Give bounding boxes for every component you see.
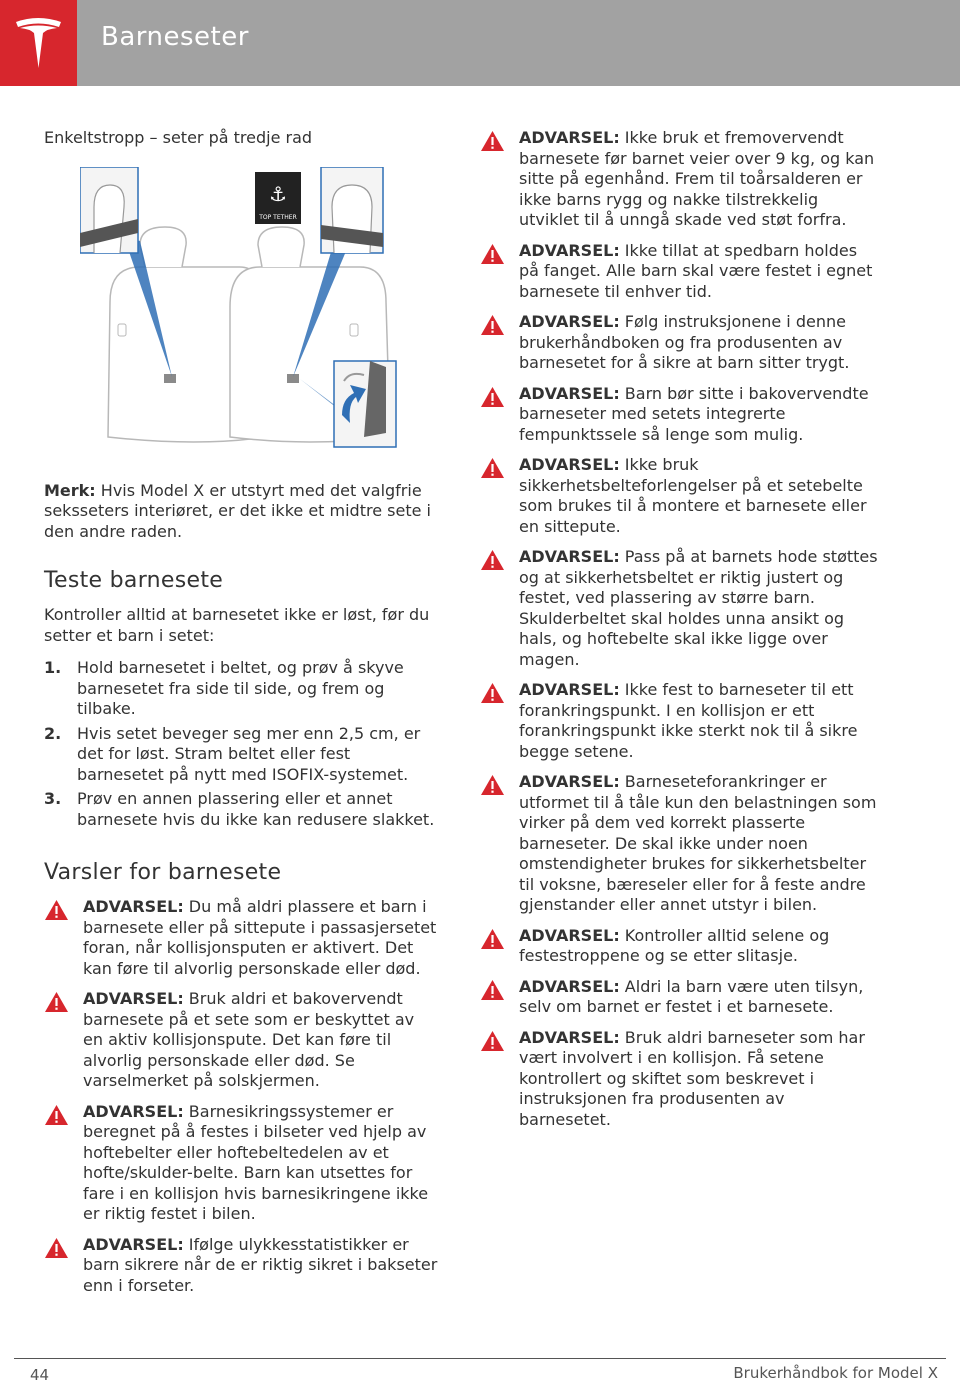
note-paragraph (44, 481, 438, 543)
warning-text: Ifølge ulykkesstatistikker er barn sikrere når de er riktig sikret i bakseter enn i forseter. (83, 1234, 438, 1295)
warning-label: ADVARSEL: (83, 989, 184, 1008)
list-item (44, 658, 438, 720)
warning-item (480, 547, 878, 670)
warning-label: ADVARSEL: (519, 240, 620, 260)
note-text: Hvis Model X er utstyrt med det valgfrie seksseters interiøret, er det ikke et midtre sete i den andre raden. (44, 480, 431, 541)
note-label: Merk: (44, 480, 96, 500)
section-heading-warnings: Varsler for barnesete (44, 860, 282, 885)
warning-item (480, 977, 878, 1018)
warning-text: Bruk aldri barneseter som har vært involvert i en kollisjon. Få setene kontrollert og skiftet som beskrevet i instruksjonen fra produsenten av barnesetet. (519, 1027, 865, 1129)
page-title: Barneseter (101, 22, 249, 52)
warning-text: Bruk aldri et bakovervendt barnesete på et sete som er beskyttet av en aktiv kollisjonspute. Det kan føre til alvorlig personskade eller død. Se varselmerket på solskjermen. (83, 989, 415, 1090)
warning-triangle-icon (480, 774, 505, 796)
warning-item (44, 989, 438, 1092)
warning-text: Følg instruksjonene i denne brukerhåndboken og fra produsenten av barnesetet for å sikre at barn sitter trygt. (519, 312, 850, 372)
warning-label: ADVARSEL: (519, 455, 620, 474)
top-tether-label: TOP TETHER (259, 213, 297, 221)
warning-item (480, 772, 878, 916)
footer-divider (14, 1358, 946, 1359)
warning-triangle-icon (44, 1104, 69, 1126)
warning-triangle-icon (480, 457, 505, 479)
right-column (480, 128, 878, 1140)
warning-item (480, 312, 878, 374)
tesla-logo-icon (0, 0, 77, 86)
warning-text: Barn bør sitte i bakovervendte barneseter med setets integrerte fempunktssele så lenge som mulig. (519, 383, 869, 444)
warning-text: Aldri la barn være uten tilsyn, selv om barnet er festet i et barnesete. (519, 976, 864, 1016)
page-number: 44 (30, 1366, 50, 1384)
warning-text: Barnesikringssystemer er beregnet på å festes i bilseter ved hjelp av hoftebelter eller hoftebeltedelen av et hofte/skulder-belte. Barn kan utsettes for fare i en kollisjon hvis barnesikringene ikke er riktig festet i bilen. (83, 1101, 429, 1223)
warning-item (44, 1102, 438, 1225)
section-heading-test: Teste barnesete (44, 568, 224, 593)
step-text: Hold barnesetet i beltet, og prøv å skyve barnesetet fra side til side, og frem og tilbake. (77, 658, 404, 718)
warning-item (480, 128, 878, 231)
figure-caption: Enkeltstropp – seter på tredje rad (44, 128, 313, 147)
warning-label: ADVARSEL: (519, 128, 620, 147)
warning-label: ADVARSEL: (519, 312, 620, 331)
seat-tether-figure (80, 167, 420, 457)
warning-item (480, 926, 878, 967)
warning-triangle-icon (480, 549, 505, 571)
step-number: 3. (44, 789, 62, 808)
warning-label: ADVARSEL: (519, 1027, 620, 1047)
warning-triangle-icon (44, 1237, 69, 1259)
warning-text: Pass på at barnets hode støttes og at sikkerhetsbeltet er riktig justert og festet, ved plassering av større barn. Skulderbeltet skal holdes unna ansikt og hals, og hoftebelte skal ikke ligge over magen. (519, 547, 878, 669)
warning-label: ADVARSEL: (83, 1101, 184, 1121)
warning-label: ADVARSEL: (519, 772, 620, 791)
warning-text: Ikke fest to barneseter til ett forankringspunkt. I en kollisjon er ett forankringspunkt ikke sterkt nok til å sikre begge setene. (519, 680, 858, 761)
step-text: Hvis setet beveger seg mer enn 2,5 cm, er det for løst. Stram beltet eller fest barnesetet på nytt med ISOFIX-systemet. (77, 723, 421, 784)
warning-triangle-icon (480, 130, 505, 152)
warning-item (480, 1028, 878, 1131)
warning-label: ADVARSEL: (519, 547, 620, 566)
warning-triangle-icon (480, 243, 505, 265)
warning-item (480, 241, 878, 303)
warning-item (480, 680, 878, 762)
warning-triangle-icon (480, 979, 505, 1001)
warning-triangle-icon (480, 928, 505, 950)
warning-item (480, 455, 878, 537)
warning-item (480, 384, 878, 446)
warning-text: Ikke tillat at spedbarn holdes på fanget. Alle barn skal være festet i egnet barnesete til enhver tid. (519, 240, 873, 301)
list-item (44, 789, 438, 830)
step-number: 2. (44, 723, 62, 743)
warning-label: ADVARSEL: (519, 976, 620, 996)
warning-label: ADVARSEL: (83, 1234, 184, 1254)
warning-triangle-icon (480, 314, 505, 336)
warning-triangle-icon (44, 991, 69, 1013)
step-number: 1. (44, 658, 62, 677)
step-text: Prøv en annen plassering eller et annet barnesete hvis du ikke kan redusere slakket. (77, 789, 435, 829)
left-column (44, 128, 438, 1306)
warning-text: Ikke bruk et fremovervendt barnesete før barnet veier over 9 kg, og kan sitte på egenhånd. Frem til toårsalderen er ikke barns rygg og nakke tilstrekkelig utviklet til å unngå skade ved støt forfra. (519, 128, 875, 229)
list-item (44, 724, 438, 786)
warning-label: ADVARSEL: (519, 383, 620, 403)
warning-label: ADVARSEL: (519, 680, 620, 699)
warning-triangle-icon (44, 899, 69, 921)
warning-text: Kontroller alltid selene og festestroppene og se etter slitasje. (519, 925, 830, 965)
warning-triangle-icon (480, 1030, 505, 1052)
warning-item (44, 1235, 438, 1297)
warning-triangle-icon (480, 682, 505, 704)
svg-text:⚓: ⚓ (269, 181, 287, 206)
warning-text: Ikke bruk sikkerhetsbelteforlengelser på et setebelte som brukes til å montere et barnesete eller en sittepute. (519, 455, 867, 536)
warning-item (44, 897, 438, 979)
warning-label: ADVARSEL: (519, 925, 620, 945)
warning-text: Du må aldri plassere et barn i barnesete eller på sittepute i passasjersetet foran, når kollisjonsputen er aktivert. Det kan føre til alvorlig personskade eller død. (83, 897, 437, 978)
warning-label: ADVARSEL: (83, 897, 184, 916)
page-header (0, 0, 960, 86)
section-intro: Kontroller alltid at barnesetet ikke er løst, før du setter et barn i setet: (44, 605, 430, 645)
warning-text: Barneseteforankringer er utformet til å tåle kun den belastningen som virker på dem ved korrekt plasserte barneseter. De skal ikke under noen omstendigheter brukes for sikkerhetsbelter til voksne, bæreseler eller for å feste andre gjenstander eller annet utstyr i bilen. (519, 772, 877, 914)
test-steps-list (44, 658, 438, 830)
manual-title: Brukerhåndbok for Model X (733, 1364, 938, 1382)
warning-triangle-icon (480, 386, 505, 408)
